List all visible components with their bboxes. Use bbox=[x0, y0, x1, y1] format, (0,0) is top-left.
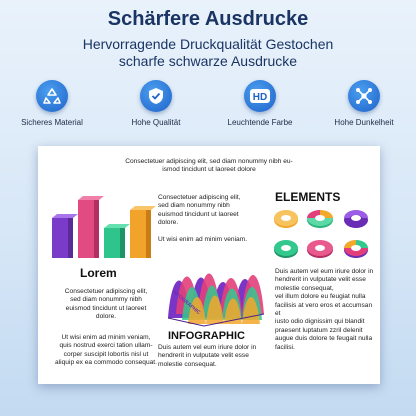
bar-c bbox=[104, 224, 130, 258]
recycle-icon bbox=[36, 80, 68, 112]
ring-2 bbox=[307, 210, 333, 228]
text-line: Consectetuer adipiscing elit, bbox=[64, 288, 148, 295]
ring-3 bbox=[344, 210, 368, 228]
ring-5 bbox=[307, 240, 333, 258]
text-line: corper suscipit lobortis nisl ut bbox=[63, 350, 149, 358]
bar-label-a: A bbox=[58, 210, 62, 216]
lorem-paragraph bbox=[46, 288, 166, 322]
text-line: euismod tincidunt ut laoreet bbox=[65, 304, 147, 312]
infographic-watermark: INFOGRAPHIC bbox=[170, 288, 202, 317]
ring-4 bbox=[274, 240, 298, 258]
feature-label: Hohe Qualität bbox=[131, 118, 181, 127]
sample-intro-text bbox=[98, 158, 320, 175]
shield-check-icon bbox=[140, 80, 172, 112]
subtitle-line-2: scharfe schwarze Ausdrucke bbox=[118, 53, 298, 69]
text-line: Ut wisi enim ad minim veniam, bbox=[61, 334, 151, 341]
bar-label-c: C bbox=[110, 220, 114, 226]
text-line: aliquip ex ea commodo consequat. bbox=[55, 359, 157, 367]
text-line: facilisis at vero eros et accumsan et bbox=[275, 301, 373, 318]
intro-line-1: Consectetuer adipiscing elit, sed diam nonummy nibh eu- bbox=[125, 158, 293, 165]
text-line: Duis autem vel eum iriure dolor in bbox=[275, 268, 374, 275]
text-line: molestie consequat. bbox=[158, 360, 217, 368]
feature-hohe-qualitaet bbox=[104, 80, 208, 127]
text-line: hendrerit in vulputate velit esse bbox=[158, 352, 249, 360]
elements-heading: ELEMENTS bbox=[275, 190, 341, 204]
bar-graphic bbox=[46, 190, 156, 260]
bar-b bbox=[78, 196, 104, 258]
text-line: dolore. bbox=[158, 219, 179, 227]
feature-label: Sicheres Material bbox=[21, 118, 83, 127]
lorem-paragraph-2 bbox=[46, 334, 166, 368]
text-line: euismod tincidunt ut laoreet bbox=[158, 210, 239, 218]
text-line: Consectetuer adipiscing elit, bbox=[158, 194, 241, 201]
print-sample-sheet bbox=[38, 146, 380, 384]
text-line: augue duis dolore te feugait nulla bbox=[275, 335, 373, 343]
hd-icon bbox=[244, 80, 276, 112]
text-line: dolore. bbox=[95, 313, 117, 321]
text-line: hendrerit in vulputate velit esse bbox=[275, 276, 366, 284]
lorem-heading: Lorem bbox=[80, 266, 117, 280]
page-subtitle bbox=[0, 36, 416, 70]
feature-hohe-dunkelheit bbox=[312, 80, 416, 127]
elements-paragraph bbox=[275, 268, 379, 352]
ring-1 bbox=[274, 210, 298, 228]
text-line: sed diam nonummy nibh bbox=[158, 202, 230, 210]
feature-label: Hohe Dunkelheit bbox=[334, 118, 394, 127]
middle-paragraph-2: Ut wisi enim ad minim veniam. bbox=[158, 236, 248, 243]
feature-row bbox=[0, 80, 416, 130]
infographic-paragraph bbox=[158, 344, 268, 369]
infographic-heading: INFOGRAPHIC bbox=[168, 330, 245, 342]
ring-6 bbox=[344, 240, 368, 258]
text-line: facilisi. bbox=[275, 343, 295, 351]
text-line: Duis autem vel eum iriure dolor in bbox=[158, 344, 257, 351]
bar-d bbox=[130, 206, 156, 258]
subtitle-line-1: Hervorragende Druckqualität Gestochen bbox=[82, 36, 334, 52]
infographic-wave-graphic bbox=[164, 248, 268, 328]
bar-label-b: B bbox=[84, 192, 88, 198]
text-line: molestie consequat, bbox=[275, 284, 334, 292]
feature-sicheres-material bbox=[0, 80, 104, 127]
page-title: Schärfere Ausdrucke bbox=[107, 8, 309, 30]
text-line: vel illum dolore eu feugiat nulla bbox=[275, 293, 366, 301]
elements-graphic bbox=[270, 206, 374, 266]
text-line: praesent luptatum zzril delenit bbox=[275, 326, 363, 334]
text-line: sed diam nonummy nibh bbox=[70, 296, 142, 304]
molecule-icon bbox=[348, 80, 380, 112]
bar-a bbox=[52, 214, 78, 258]
feature-leuchtende-farbe bbox=[208, 80, 312, 127]
text-line: quis nostrud exerci tation ullam- bbox=[59, 342, 153, 350]
text-line: iusto odio dignissim qui blandit bbox=[275, 318, 365, 326]
bar-label-d: D bbox=[136, 202, 140, 208]
feature-label: Leuchtende Farbe bbox=[227, 118, 293, 127]
intro-line-2: ismod tincidunt ut laoreet dolore bbox=[162, 166, 256, 174]
middle-paragraph bbox=[158, 194, 268, 228]
svg-text:HD: HD bbox=[252, 92, 268, 103]
